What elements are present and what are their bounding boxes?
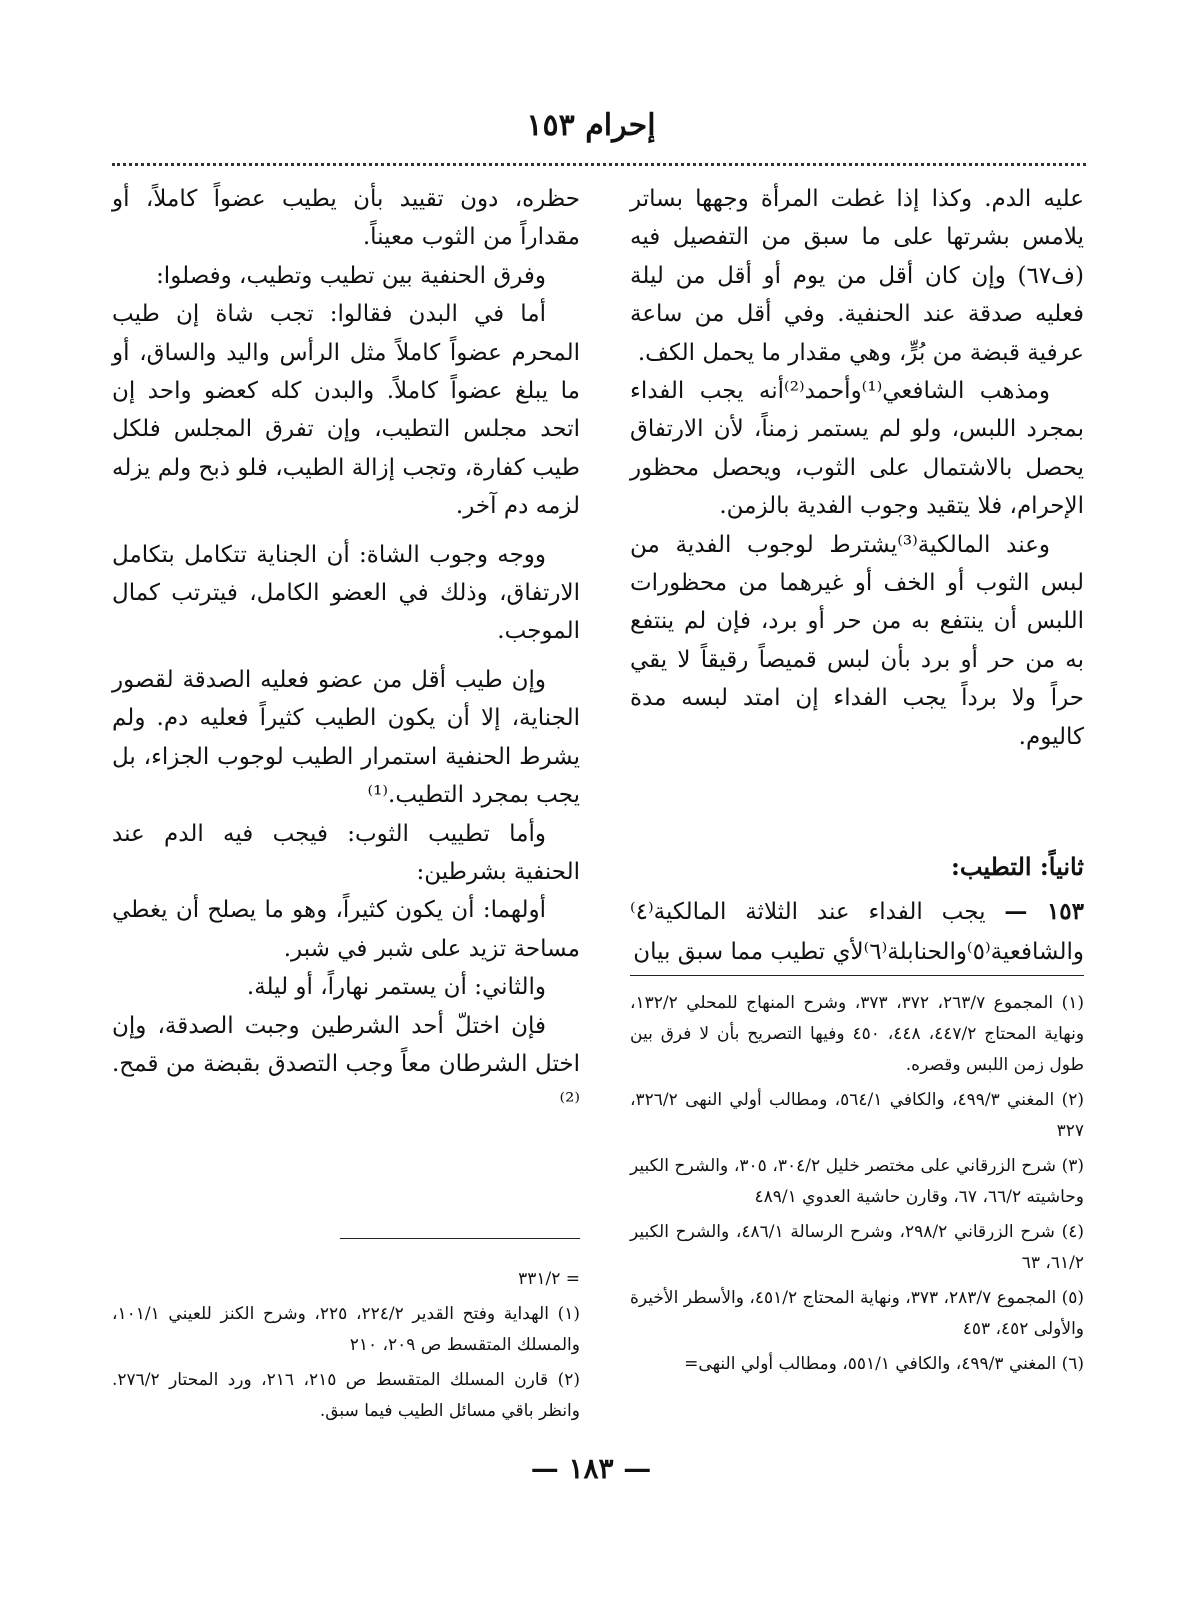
running-header: إحرام ١٥٣ bbox=[526, 108, 656, 143]
section-number: ١٥٣ — bbox=[1004, 898, 1084, 925]
paragraph: أما في البدن فقالوا: تجب شاة إن طيب المحرم عضواً كاملاً مثل الرأس واليد والساق، أو ما يبلغ عضواً كاملاً. والبدن كله كعضو واحد إن اتحد مجلس التطيب، وإن تفرق المجلس فلكل طيب كفارة، وتجب إزالة الطيب، فلو ذبح ولم يزله لزمه دم آخر. bbox=[112, 301, 580, 520]
footnote: (٣) شرح الزرقاني على مختصر خليل ٣٠٤/٢، ٣٠٥، والشرح الكبير وحاشيته ٦٦/٢، ٦٧، وقارن حاشية العدوي ٤٨٩/١ bbox=[630, 1156, 1085, 1207]
section-heading: ثانياً: التطيب: bbox=[950, 852, 1084, 881]
paragraph: أولهما: أن يكون كثيراً، وهو ما يصلح أن يغطي مساحة تزيد على شبر في شبر. bbox=[112, 897, 580, 962]
footnotes-left bbox=[112, 1264, 580, 1431]
paragraph: والثاني: أن يستمر نهاراً، أو ليلة. bbox=[246, 974, 546, 1001]
footnote: (٦) المغني ٤٩٩/٣، والكافي ٥٥١/١، ومطالب أولي النهى= bbox=[684, 1354, 1084, 1374]
right-column bbox=[630, 180, 1084, 756]
section-text: يجب الفداء عند الثلاثة المالكية⁽٤⁾ والشافعية⁽٥⁾والحنابلة⁽٦⁾لأي تطيب مما سبق بيان bbox=[630, 899, 1084, 965]
footnote: (٢) المغني ٤٩٩/٣، والكافي ٥٦٤/١، ومطالب أولي النهى ٣٢٦/٢، ٣٢٧ bbox=[630, 1090, 1084, 1141]
footnote-divider bbox=[340, 1238, 580, 1239]
paragraph: فإن اختلّ أحد الشرطين وجبت الصدقة، وإن اختل الشرطان معاً وجب التصدق بقبضة من قمح.⁽²⁾ bbox=[112, 1012, 580, 1116]
footnote: (٤) شرح الزرقاني ٢٩٨/٢، وشرح الرسالة ٤٨٦/١، والشرح الكبير ٦١/٢، ٦٣ bbox=[630, 1222, 1085, 1273]
footnote: (١) المجموع ٢٦٣/٧، ٣٧٢، ٣٧٣، وشرح المنهاج للمحلي ١٣٢/٢، ونهاية المحتاج ٤٤٧/٢، ٤٤٨، ٤٥٠ وفيها التصريح بأن لا فرق بين طول زمن اللبس وقصره. bbox=[630, 993, 1085, 1075]
footnote: (٥) المجموع ٢٨٣/٧، ٣٧٣، ونهاية المحتاج ٤٥١/٢، والأسطر الأخيرة والأولى ٤٥٢، ٤٥٣ bbox=[630, 1288, 1084, 1339]
footnote-divider bbox=[630, 975, 1084, 976]
footnote: (١) الهداية وفتح القدير ٢٢٤/٢، ٢٢٥، وشرح الكنز للعيني ١٠١/١، والمسلك المتقسط ص ٢٠٩، ٢١٠ bbox=[112, 1304, 580, 1355]
paragraph: وإن طيب أقل من عضو فعليه الصدقة لقصور الجناية، إلا أن يكون الطيب كثيراً فعليه دم. ولم يشرط الحنفية استمرار الطيب لوجوب الجزاء، بل يجب بمجرد التطيب.⁽¹⁾ bbox=[112, 666, 580, 809]
paragraph: وفرق الحنفية بين تطيب وتطيب، وفصلوا: bbox=[156, 262, 546, 289]
footnotes-right bbox=[630, 988, 1084, 1384]
footnote: = ٣٣١/٢ bbox=[518, 1269, 580, 1289]
left-column bbox=[112, 180, 580, 1122]
section-paragraph bbox=[630, 892, 1084, 972]
paragraph: وأما تطييب الثوب: فيجب فيه الدم عند الحنفية بشرطين: bbox=[112, 820, 580, 885]
paragraph: وعند المالكية⁽³⁾يشترط لوجوب الفدية من لبس الثوب أو الخف أو غيرهما من محظورات اللبس أن ينتفع به من حر أو برد، فإن لم ينتفع به من حر أو برد بأن لبس قميصاً رقيقاً لا يقي حراً ولا برداً يجب الفداء إن امتد لبسه مدة كاليوم. bbox=[630, 531, 1084, 750]
paragraph: عليه الدم. وكذا إذا غطت المرأة وجهها بساتر يلامس بشرتها على ما سبق من التفصيل فيه (ف٦٧) وإن كان أقل من يوم أو أقل من ليلة فعليه صدقة عند الحنفية. وفي أقل من ساعة عرفية قبضة من بُرٍّ، وهي مقدار ما يحمل الكف. bbox=[630, 186, 1084, 366]
header-dotted-rule bbox=[112, 163, 1086, 166]
paragraph: ووجه وجوب الشاة: أن الجناية تتكامل بتكامل الارتفاق، وذلك في العضو الكامل، فيترتب كمال الموجب. bbox=[112, 541, 580, 645]
page-number: — ١٨٣ — bbox=[530, 1452, 652, 1485]
paragraph: ومذهب الشافعي⁽¹⁾وأحمد⁽²⁾أنه يجب الفداء بمجرد اللبس، ولو لم يستمر زمناً، لأن الارتفاق يحصل بالاشتمال على الثوب، ويحصل محظور الإحرام، فلا يتقيد وجوب الفدية بالزمن. bbox=[630, 378, 1084, 520]
paragraph: حظره، دون تقييد بأن يطيب عضواً كاملاً، أو مقداراً من الثوب معيناً. bbox=[112, 186, 580, 251]
footnote: (٢) قارن المسلك المتقسط ص ٢١٥، ٢١٦، ورد المحتار ٢٧٦/٢. وانظر باقي مسائل الطيب فيما سبق. bbox=[112, 1370, 580, 1421]
